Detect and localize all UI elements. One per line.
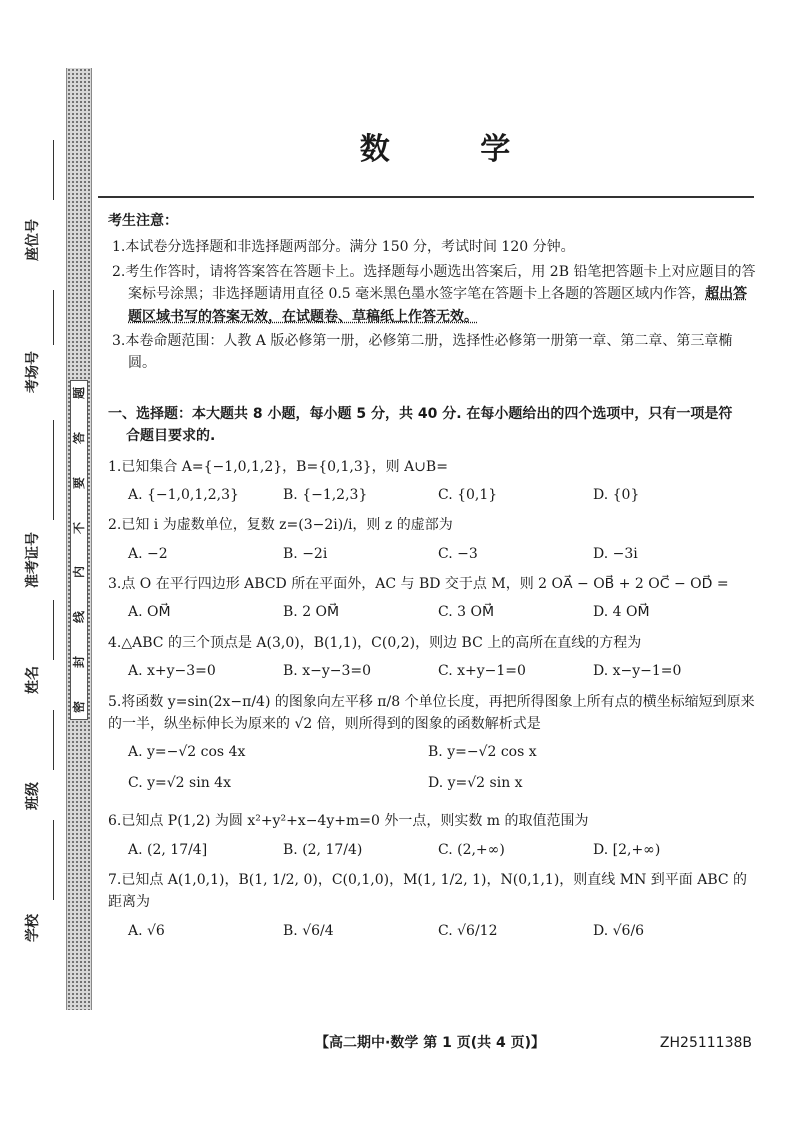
school-line [53, 820, 54, 900]
admission-number-line [53, 420, 54, 520]
question-6 [108, 810, 758, 861]
option-c: C. 3 OM⃗ [438, 604, 495, 621]
page-footer: 【高二期中·数学 第 1 页(共 4 页)】 [315, 1035, 545, 1051]
admission-number-label: 准考证号 [25, 532, 41, 588]
option-a: A. y=−√2 cos 4x [128, 744, 246, 761]
page-title: 数 学 [359, 132, 551, 167]
question-stem: 7.已知点 A(1,0,1)，B(1, 1/2, 0)，C(0,1,0)，M(1, 1/2, 1)，N(0,1,1)，则直线 MN 到平面 ABC 的距离为 [108, 871, 748, 911]
notice-block [108, 210, 758, 375]
name-line [53, 600, 54, 660]
option-c: C. (2,+∞) [438, 841, 505, 858]
section-heading [108, 403, 758, 448]
paper-code: ZH2511138B [659, 1035, 752, 1051]
question-stem: 6.已知点 P(1,2) 为圆 x²+y²+x−4y+m=0 外一点，则实数 m 的取值范围为 [108, 813, 589, 830]
option-b: B. y=−√2 cos x [428, 744, 537, 761]
option-a: A. OM⃗ [128, 604, 171, 621]
option-c: C. x+y−1=0 [438, 663, 526, 680]
seal-char: 线 [71, 611, 86, 624]
option-c: C. {0,1} [438, 486, 498, 503]
question-options [128, 839, 758, 861]
option-d: D. −3i [593, 545, 638, 562]
option-d: D. 4 OM⃗ [593, 604, 650, 621]
option-b: B. −2i [283, 545, 328, 562]
option-b: B. √6/4 [283, 922, 334, 939]
question-1 [108, 456, 758, 507]
section-heading-line2: 合题目要求的. [126, 428, 216, 445]
question-options [128, 484, 758, 506]
seal-char: 封 [71, 656, 86, 669]
option-a: A. −2 [128, 545, 168, 562]
exam-body [108, 210, 758, 942]
seal-char: 不 [71, 521, 86, 534]
option-a: A. {−1,0,1,2,3} [128, 486, 239, 503]
exam-room-label: 考场号 [25, 351, 41, 393]
question-stem: 2.已知 i 为虚数单位，复数 z=(3−2i)/i，则 z 的虚部为 [108, 517, 453, 534]
option-c: C. y=√2 sin 4x [128, 774, 231, 791]
question-5 [108, 691, 758, 803]
question-2 [108, 514, 758, 565]
question-stem: 5.将函数 y=sin(2x−π/4) 的图象向左平移 π/8 个单位长度，再把所得图象上所有点的横坐标缩短到原来的一半，纵坐标伸长为原来的 √2 倍，则所得到的图象的函数解析式是 [108, 693, 755, 733]
option-b: B. {−1,2,3} [283, 486, 368, 503]
notice-item-2-emphasis: 超出答题区域书写的答案无效，在试题卷、草稿纸上作答无效。 [128, 286, 748, 325]
question-7 [108, 869, 758, 942]
notice-item-3: 3.本卷命题范围：人教 A 版必修第一册，必修第二册，选择性必修第一册第一章、第二章、第三章椭圆。 [112, 332, 733, 372]
option-b: B. 2 OM⃗ [283, 604, 340, 621]
class-line [53, 710, 54, 770]
option-d: D. {0} [593, 486, 640, 503]
question-4 [108, 632, 758, 683]
question-options [128, 741, 758, 802]
question-stem: 4.△ABC 的三个顶点是 A(3,0)，B(1,1)，C(0,2)，则边 BC 上的高所在直线的方程为 [108, 634, 642, 651]
option-d: D. y=√2 sin x [428, 774, 523, 791]
seal-char: 题 [71, 386, 86, 400]
seal-char: 要 [71, 476, 86, 489]
question-options [128, 543, 758, 565]
exam-room-line [53, 290, 54, 345]
seat-number-label: 座位号 [25, 219, 41, 261]
section-heading-line1: 一、选择题：本大题共 8 小题，每小题 5 分，共 40 分. 在每小题给出的四个选项中，只有一项是符 [108, 405, 733, 422]
notice-item-1: 1.本试卷分选择题和非选择题两部分。满分 150 分，考试时间 120 分钟。 [112, 239, 575, 256]
seal-char: 答 [71, 431, 86, 444]
name-label: 姓名 [25, 666, 41, 694]
question-options [128, 601, 758, 623]
option-a: A. √6 [128, 922, 165, 939]
option-d: D. √6/6 [593, 922, 645, 939]
option-d: D. x−y−1=0 [593, 663, 682, 680]
notice-item-2 [108, 261, 758, 328]
question-stem: 1.已知集合 A={−1,0,1,2}，B={0,1,3}，则 A∪B= [108, 458, 448, 475]
option-c: C. √6/12 [438, 922, 498, 939]
binding-area [0, 0, 66, 1131]
school-label: 学校 [25, 914, 41, 942]
seal-warning [70, 380, 88, 720]
option-b: B. x−y−3=0 [283, 663, 371, 680]
question-stem: 3.点 O 在平行四边形 ABCD 所在平面外，AC 与 BD 交于点 M，则 2 OA⃗ − OB⃗ + 2 OC⃗ − OD⃗ = [108, 576, 729, 593]
notice-heading: 考生注意： [108, 213, 178, 229]
option-c: C. −3 [438, 545, 478, 562]
class-label: 班级 [25, 782, 41, 810]
option-a: A. (2, 17/4] [128, 841, 208, 858]
option-d: D. [2,+∞) [593, 841, 661, 858]
question-options [128, 660, 758, 682]
option-a: A. x+y−3=0 [128, 663, 216, 680]
seal-char: 密 [71, 700, 86, 713]
question-options [128, 920, 758, 942]
title-divider [98, 196, 754, 198]
notice-item-2-text: 2.考生作答时，请将答案答在答题卡上。选择题每小题选出答案后，用 2B 铅笔把答题卡上对应题目的答案标号涂黑；非选择题请用直径 0.5 毫米黑色墨水签字笔在答题卡上各题的答题区域内作答， [112, 263, 756, 303]
option-b: B. (2, 17/4) [283, 841, 363, 858]
question-3 [108, 573, 758, 624]
seal-char: 内 [71, 566, 86, 579]
